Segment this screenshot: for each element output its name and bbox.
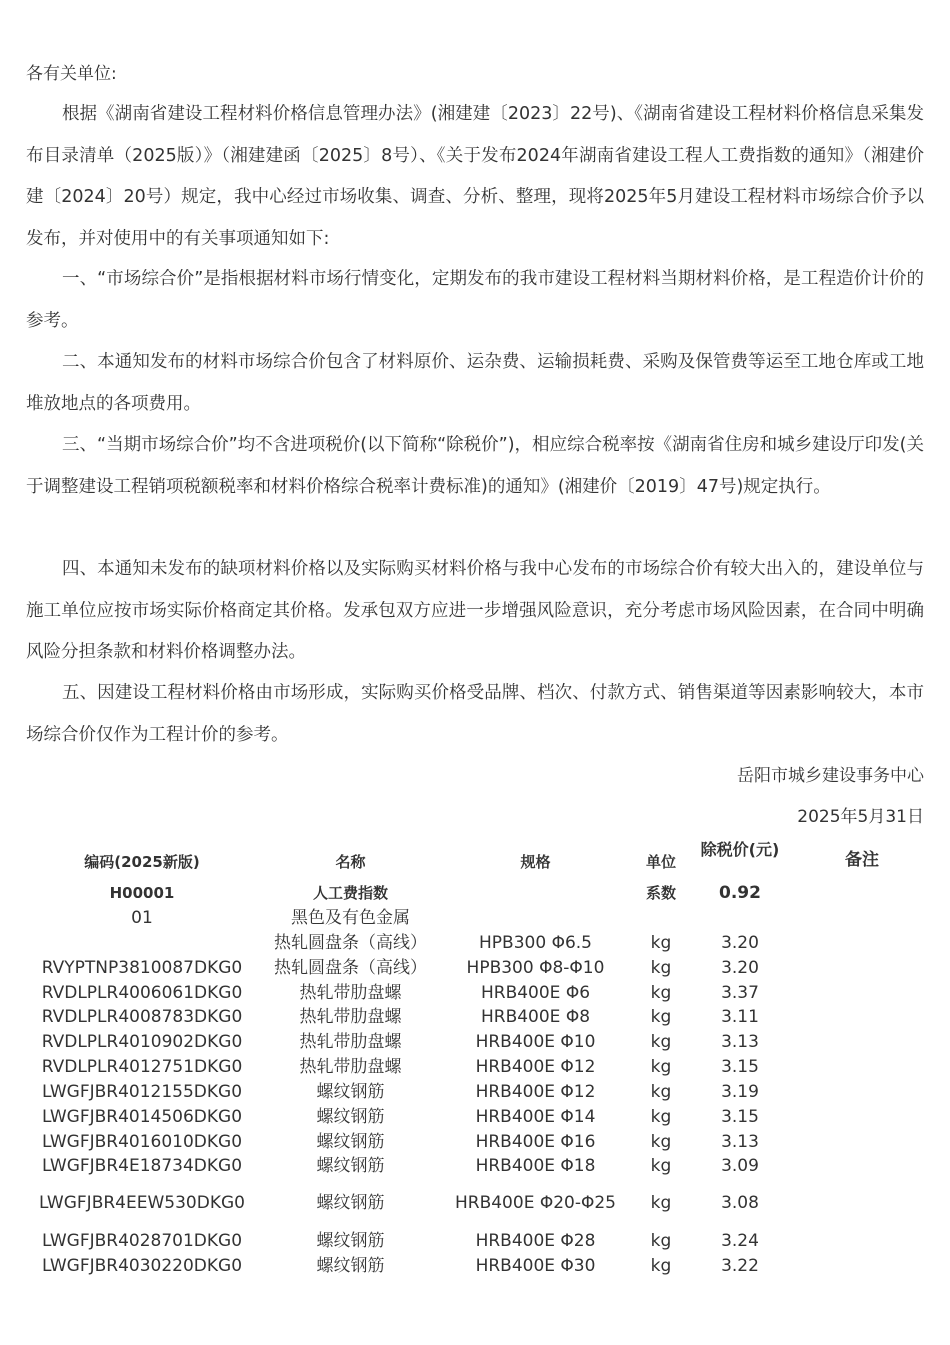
cell-price: 3.20: [721, 958, 759, 978]
cell-name: 热轧圆盘条（高线）: [274, 958, 427, 978]
cell-spec: HRB400E Φ10: [475, 1032, 596, 1052]
cell-unit: kg: [650, 1057, 672, 1077]
cell-unit: kg: [650, 1132, 672, 1152]
paragraph-4: 四、本通知未发布的缺项材料价格以及实际购买材料价格与我中心发布的市场综合价有较大出入的，建设单位与施工单位应按市场实际价格商定其价格。发承包双方应进一步增强风险意识，充分考虑市场风险因素，在合同中明确风险分担条款和材料价格调整办法。: [26, 559, 924, 662]
cell-name: 人工费指数: [312, 884, 388, 902]
table-row: [26, 981, 924, 1006]
table-row: [26, 1191, 924, 1216]
cell-code: LWGFJBR4016010DKG0: [41, 1132, 243, 1152]
cell-code: RVDLPLR4008783DKG0: [41, 1007, 243, 1027]
cell-name: 螺纹钢筋: [316, 1107, 385, 1127]
cell-unit: [628, 906, 694, 931]
cell-unit: kg: [650, 1231, 672, 1251]
cell-spec: HPB300 Φ8-Φ10: [466, 958, 605, 978]
cell-spec: HRB400E Φ14: [475, 1107, 596, 1127]
cell-name: 热轧带肋盘螺: [299, 1057, 402, 1077]
category-row: [26, 906, 924, 931]
cell-price: 3.15: [721, 1057, 759, 1077]
header-unit: 单位: [645, 853, 676, 871]
table-row: [26, 1130, 924, 1155]
cell-name: 热轧圆盘条（高线）: [274, 933, 427, 953]
cell-remark: [786, 1229, 938, 1254]
cell-unit: kg: [650, 1007, 672, 1027]
cell-price: 0.92: [719, 883, 761, 903]
paragraph-3: 三、“当期市场综合价”均不含进项税价(以下简称“除税价”)，相应综合税率按《湖南省住房和城乡建设厅印发(关于调整建设工程销项税额税率和材料价格综合税率计费标准)的通知》(湘建价〔2019〕47号)规定执行。: [26, 435, 924, 497]
cell-unit: kg: [650, 1107, 672, 1127]
labor-index-row: [26, 881, 924, 906]
table-row: [26, 1005, 924, 1030]
table-row: [26, 1080, 924, 1105]
cell-name: 螺纹钢筋: [316, 1256, 385, 1276]
header-code: 编码(2025新版): [84, 853, 200, 871]
cell-remark: [786, 981, 938, 1006]
table-row: [26, 1254, 924, 1279]
table-row: [26, 1030, 924, 1055]
cell-code: H00001: [109, 884, 175, 902]
issue-date: 2025年5月31日: [797, 807, 924, 827]
salutation: 各有关单位:: [26, 64, 117, 84]
cell-remark: [786, 1105, 938, 1130]
cell-remark: [786, 1080, 938, 1105]
cell-code: RVDLPLR4012751DKG0: [41, 1057, 243, 1077]
cell-price: 3.24: [721, 1231, 759, 1251]
cell-remark: [786, 906, 938, 931]
cell-code: [26, 931, 258, 956]
cell-spec: [443, 906, 628, 931]
cell-name: 螺纹钢筋: [316, 1082, 385, 1102]
cell-name: 黑色及有色金属: [291, 908, 410, 928]
cell-price: 3.11: [721, 1007, 759, 1027]
cell-unit: kg: [650, 933, 672, 953]
cell-spec: HPB300 Φ6.5: [479, 933, 592, 953]
cell-name: 热轧带肋盘螺: [299, 1007, 402, 1027]
cell-remark: [786, 1191, 938, 1216]
cell-spec: HRB400E Φ12: [475, 1082, 596, 1102]
cell-spec: HRB400E Φ18: [475, 1156, 596, 1176]
paragraph-1: 一、“市场综合价”是指根据材料市场行情变化，定期发布的我市建设工程材料当期材料价格，是工程造价计价的参考。: [26, 269, 924, 331]
cell-code: LWGFJBR4014506DKG0: [41, 1107, 243, 1127]
header-price: 除税价(元): [700, 840, 780, 859]
cell-name: 螺纹钢筋: [316, 1132, 385, 1152]
cell-unit: 系数: [645, 884, 676, 902]
cell-remark: [786, 1005, 938, 1030]
table-row: [26, 1105, 924, 1130]
cell-code: RVYPTNP3810087DKG0: [41, 958, 243, 978]
cell-spec: HRB400E Φ8: [480, 1007, 591, 1027]
cell-price: 3.22: [721, 1256, 759, 1276]
cell-remark: [786, 931, 938, 956]
table-row: [26, 956, 924, 981]
cell-name: 热轧带肋盘螺: [299, 983, 402, 1003]
cell-remark: [786, 1130, 938, 1155]
cell-price: 3.37: [721, 983, 759, 1003]
cell-unit: kg: [650, 1156, 672, 1176]
cell-remark: [786, 956, 938, 981]
cell-price: 3.19: [721, 1082, 759, 1102]
cell-unit: kg: [650, 1082, 672, 1102]
cell-spec: HRB400E Φ28: [475, 1231, 596, 1251]
cell-name: 螺纹钢筋: [316, 1193, 385, 1213]
cell-spec: HRB400E Φ6: [480, 983, 591, 1003]
cell-spec: [443, 881, 628, 906]
cell-code: 01: [131, 908, 153, 928]
cell-code: LWGFJBR4E18734DKG0: [41, 1156, 243, 1176]
cell-remark: [786, 1030, 938, 1055]
cell-price: 3.13: [721, 1032, 759, 1052]
cell-code: LWGFJBR4028701DKG0: [41, 1231, 243, 1251]
cell-price: [694, 906, 786, 931]
paragraph-2: 二、本通知发布的材料市场综合价包含了材料原价、运杂费、运输损耗费、采购及保管费等运至工地仓库或工地堆放地点的各项费用。: [26, 352, 924, 414]
table-row: [26, 1055, 924, 1080]
header-remark: 备注: [845, 850, 879, 870]
cell-spec: HRB400E Φ20-Φ25: [454, 1193, 616, 1213]
cell-price: 3.09: [721, 1156, 759, 1176]
cell-unit: kg: [650, 1032, 672, 1052]
paragraph-intro: 根据《湖南省建设工程材料价格信息管理办法》(湘建建〔2023〕22号)、《湖南省建设工程材料价格信息采集发布目录清单（2025版）》（湘建建函〔2025〕8号）、《关于发布2024年湖南省建设工程人工费指数的通知》（湘建价建〔2024〕20号）规定，我中心经过市场收集、调查、分析、整理，现将2025年5月建设工程材料市场综合价予以发布，并对使用中的有关事项通知如下:: [26, 104, 924, 249]
cell-code: LWGFJBR4030220DKG0: [41, 1256, 243, 1276]
cell-code: RVDLPLR4006061DKG0: [41, 983, 243, 1003]
cell-name: 热轧带肋盘螺: [299, 1032, 402, 1052]
table-row: [26, 1229, 924, 1254]
cell-spec: HRB400E Φ30: [475, 1256, 596, 1276]
cell-price: 3.13: [721, 1132, 759, 1152]
issuer: 岳阳市城乡建设事务中心: [737, 766, 924, 786]
cell-remark: [786, 1254, 938, 1279]
cell-price: 3.20: [721, 933, 759, 953]
cell-unit: kg: [650, 1193, 672, 1213]
cell-name: 螺纹钢筋: [316, 1156, 385, 1176]
cell-code: LWGFJBR4012155DKG0: [41, 1082, 243, 1102]
cell-unit: kg: [650, 958, 672, 978]
cell-code: RVDLPLR4010902DKG0: [41, 1032, 243, 1052]
paragraph-5: 五、因建设工程材料价格由市场形成，实际购买价格受品牌、档次、付款方式、销售渠道等因素影响较大，本市场综合价仅作为工程计价的参考。: [26, 683, 924, 745]
cell-unit: kg: [650, 1256, 672, 1276]
table-row: [26, 1154, 924, 1179]
table-header: [26, 838, 924, 886]
cell-spec: HRB400E Φ16: [475, 1132, 596, 1152]
cell-remark: [786, 881, 938, 906]
cell-price: 3.15: [721, 1107, 759, 1127]
header-spec: 规格: [520, 853, 551, 871]
cell-name: 螺纹钢筋: [316, 1231, 385, 1251]
cell-remark: [786, 1154, 938, 1179]
header-name: 名称: [335, 853, 366, 871]
cell-code: LWGFJBR4EEW530DKG0: [39, 1193, 245, 1213]
cell-spec: HRB400E Φ12: [475, 1057, 596, 1077]
cell-price: 3.08: [721, 1193, 759, 1213]
table-row: [26, 931, 924, 956]
cell-unit: kg: [650, 983, 672, 1003]
cell-remark: [786, 1055, 938, 1080]
